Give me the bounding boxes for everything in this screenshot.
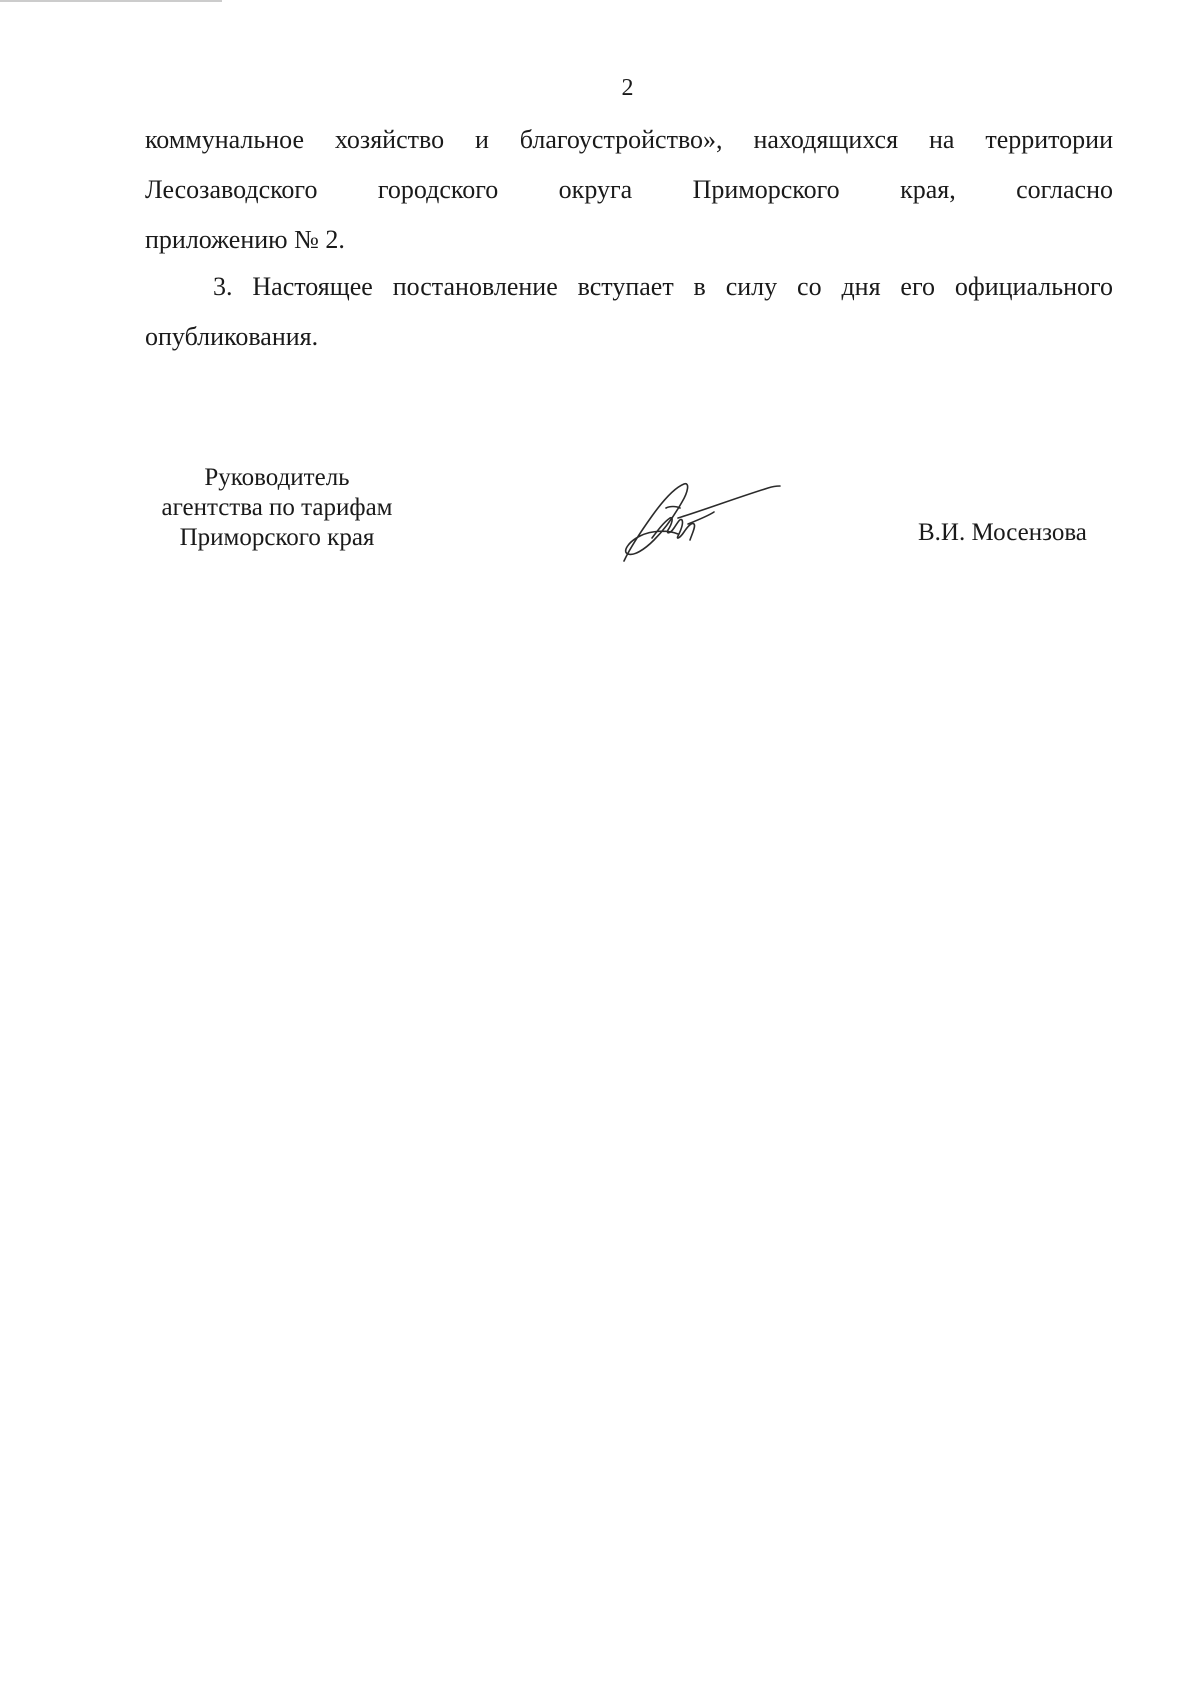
- position-line: Приморского края: [179, 524, 375, 551]
- paragraph-continued: [145, 115, 1113, 265]
- position-line: агентства по тарифам: [161, 494, 393, 521]
- signature-stroke: [652, 518, 695, 540]
- paragraph-line: коммунальное хозяйство и благоустройство», находящихся на территории: [145, 125, 1113, 154]
- signature-stroke: [678, 486, 780, 518]
- handwritten-signature-icon: [618, 478, 788, 568]
- paragraph-line: приложению № 2.: [145, 225, 345, 254]
- signatory-position: [140, 463, 414, 553]
- paragraph-line: опубликования.: [145, 322, 319, 351]
- paragraph-line: 3. Настоящее постановление вступает в силу со дня его официального: [213, 272, 1113, 301]
- paragraph-effective-date: [145, 262, 1113, 362]
- position-line: Руководитель: [204, 464, 350, 491]
- scan-edge-line: [0, 0, 222, 2]
- paragraph-line: Лесозаводского городского округа Приморского края, согласно: [145, 175, 1113, 204]
- page-number: 2: [621, 75, 634, 101]
- signer-name: В.И. Мосензова: [918, 519, 1087, 546]
- signature-stroke: [666, 507, 680, 509]
